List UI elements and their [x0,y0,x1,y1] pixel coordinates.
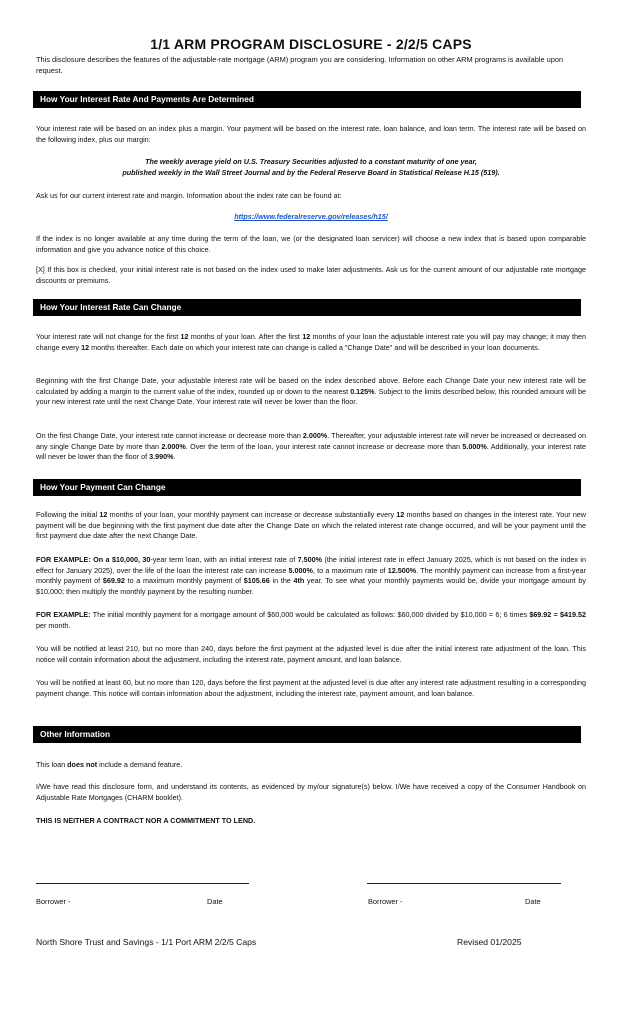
page-title: 1/1 ARM PROGRAM DISCLOSURE - 2/2/5 CAPS [150,36,472,52]
not-a-contract-notice: THIS IS NEITHER A CONTRACT NOR A COMMITMENT TO LEND. [36,816,256,825]
checkbox-discount-paragraph: [X] If this box is checked, your initial interest rate is not based on the index used to make later adjustments. Ask us for the current amount of our adjustable rate mortgage discounts or premiums. [36,265,586,285]
index-description-line1: The weekly average yield on U.S. Treasury Securities adjusted to a constant maturity of one year, [145,157,477,166]
borrower-label-1: Borrower - [36,897,71,906]
borrower-label-2: Borrower - [368,897,403,906]
demand-feature-text: This loan does not include a demand feature. [36,760,183,769]
payment-change-paragraph-1: Following the initial 12 months of your loan, your monthly payment can increase or decrease substantially every 12 months based on changes in the interest rate. Your new payment will be due beginning with the first payment due date after the Change Date on which the related interest rate change occurred, and will be your payment until the first payment due date after the next Change Date. [36,510,586,541]
payment-example-2: FOR EXAMPLE: The initial monthly payment for a mortgage amount of $60,000 would be calculated as follows: $60,000 divided by $10,000 = 6; 6 times $69.92 = $419.52 per month. [36,610,586,630]
footer-document-name: North Shore Trust and Savings - 1/1 Port ARM 2/2/5 Caps [36,937,257,947]
payment-example-1: FOR EXAMPLE: On a $10,000, 30-year term loan, with an initial interest rate of 7.500% (the initial interest rate in effect January 2025, which is not based on the index in effect for January 2025), over the life of the loan the interest rate can increase 5.000%, to a maximum rate of 12.500%. The monthly payment can increase from a first-year monthly payment of $69.92 to a maximum monthly payment of $105.66 in the 4th year. To see what your monthly payments would be, divide your mortgage amount by $10,000; then multiply the monthly payment by the resulting number. [36,555,586,596]
index-link-row [36,212,586,223]
section-heading-rate-change: How Your Interest Rate Can Change [33,299,581,316]
acknowledgement-paragraph: I/We have read this disclosure form, and understand its contents, as evidenced by my/our signature(s) below. I/We have received a copy of the Consumer Handbook on Adjustable Rate Mortgages (CHARM booklet). [36,782,586,802]
rate-change-paragraph-3: On the first Change Date, your interest rate cannot increase or decrease more than 2.000%. Thereafter, your adjustable interest rate will never be increased or decreased on any single Change Date by more than 2.000%. Over the term of the loan, your interest rate cannot increase or decrease more than 5.000%. Additionally, your interest rate will never be lower than the floor of 3.990%. [36,431,586,462]
section-heading-payment-change: How Your Payment Can Change [33,479,581,496]
signature-line-borrower-2[interactable] [367,883,561,884]
ask-rate-paragraph: Ask us for our current interest rate and margin. Information about the index rate can be found at: [36,191,342,200]
index-unavailable-paragraph: If the index is no longer available at any time during the term of the loan, we (or the designated loan servicer) will choose a new index that is based upon comparable information and give you advance notice of this choice. [36,234,586,254]
interest-determined-paragraph: Your interest rate will be based on an index plus a margin. Your payment will be based on the interest rate, loan balance, and loan term. The interest rate will be based on the following index, plus our margin: [36,124,586,144]
section-heading-other: Other Information [33,726,581,743]
rate-change-paragraph-1: Your interest rate will not change for the first 12 months of your loan. After the first 12 months of your loan the adjustable interest rate you will pay may change; it may then change every 12 months thereafter. Each date on which your interest rate can change is called a "Change Date" and will be described in your loan documents. [36,332,586,352]
federal-reserve-link[interactable]: https://www.federalreserve.gov/releases/h15/ [234,212,388,221]
footer-revision: Revised 01/2025 [457,937,522,947]
signature-line-borrower-1[interactable] [36,883,249,884]
notice-paragraph-2: You will be notified at least 60, but no more than 120, days before the first payment at the adjusted level is due after any interest rate adjustment resulting in a corresponding payment change. This notice will contain information about the adjustment, including the interest rate, payment amount, and loan balance. [36,678,586,698]
notice-paragraph-1: You will be notified at least 210, but no more than 240, days before the first payment at the adjusted level is due after the initial interest rate adjustment of the loan. This notice will contain information about the adjustment, including the interest rate, payment amount, and loan balance. [36,644,586,664]
rate-change-paragraph-2: Beginning with the first Change Date, your adjustable interest rate will be based on the index described above. Before each Change Date your new interest rate will be calculated by adding a margin to the current value of the index, rounded up or down to the nearest 0.125%. Subject to the limits described below, this rounded amount will be your new interest rate until the next Change Date. Your interest rate will never be lower than the floor. [36,376,586,407]
date-label-1: Date [207,897,223,906]
intro-text: This disclosure describes the features of the adjustable-rate mortgage (ARM) program you are considering. Information on other ARM programs is available upon request. [36,55,564,75]
index-description-line2: published weekly in the Wall Street Journal and by the Federal Reserve Board in Statistical Release H.15 (519). [122,168,500,177]
section-heading-interest-determined: How Your Interest Rate And Payments Are Determined [33,91,581,108]
date-label-2: Date [525,897,541,906]
